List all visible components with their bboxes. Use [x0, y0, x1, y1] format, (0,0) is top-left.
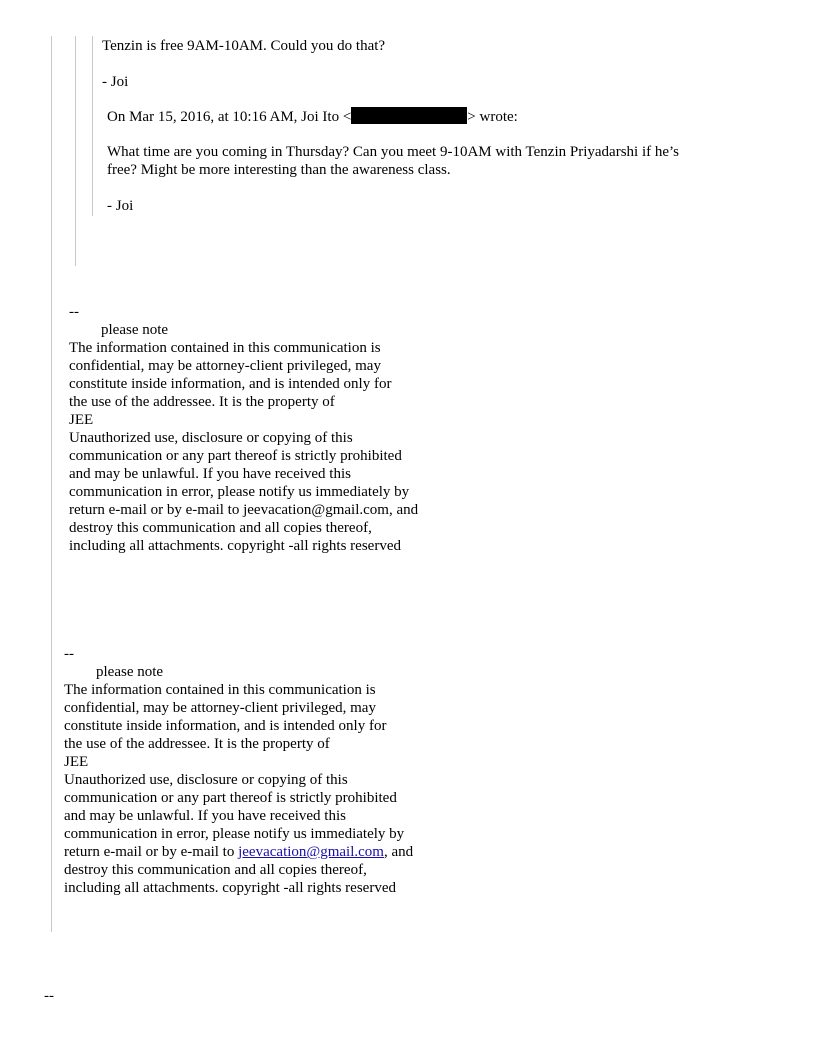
disclaimer-line: constitute inside information, and is intended only for	[64, 718, 387, 734]
signature-separator: --	[69, 304, 79, 320]
disclaimer-email-line	[64, 843, 413, 861]
disclaimer-line: communication or any part thereof is strictly prohibited	[64, 790, 397, 806]
disclaimer-line: return e-mail or by e-mail to jeevacation@gmail.com, and	[69, 502, 419, 518]
quote-bar-middle	[75, 36, 76, 266]
message-line: Tenzin is free 9AM-10AM. Could you do that?	[102, 38, 386, 54]
quote-bar-outer	[51, 36, 52, 932]
disclaimer-line: and may be unlawful. If you have received this	[69, 466, 351, 482]
email-prefix: return e-mail or by e-mail to	[64, 844, 239, 860]
disclaimer-line: The information contained in this communication is	[69, 340, 381, 356]
attribution-line	[107, 107, 518, 126]
disclaimer-line: destroy this communication and all copies thereof,	[64, 862, 367, 878]
disclaimer-line: and may be unlawful. If you have received this	[64, 808, 346, 824]
message-line: What time are you coming in Thursday? Can you meet 9-10AM with Tenzin Priyadarshi if he’s	[107, 144, 680, 160]
disclaimer-line: Unauthorized use, disclosure or copying of this	[69, 430, 353, 446]
signature-separator: --	[44, 988, 54, 1004]
please-note: please note	[96, 664, 164, 680]
disclaimer-line: the use of the addressee. It is the property of	[64, 736, 330, 752]
disclaimer-line: constitute inside information, and is intended only for	[69, 376, 392, 392]
attribution-suffix: > wrote:	[467, 109, 518, 125]
disclaimer-line: The information contained in this communication is	[64, 682, 376, 698]
signature: - Joi	[107, 198, 134, 214]
disclaimer-body	[69, 339, 418, 555]
disclaimer-body	[64, 681, 413, 897]
disclaimer-line: communication in error, please notify us immediately by	[69, 484, 410, 500]
disclaimer-line: including all attachments. copyright -all rights reserved	[64, 880, 396, 896]
email-suffix: , and	[383, 844, 414, 860]
disclaimer-line: Unauthorized use, disclosure or copying of this	[64, 772, 348, 788]
email-link[interactable]: jeevacation@gmail.com	[238, 844, 384, 860]
disclaimer-line: confidential, may be attorney-client privileged, may	[69, 358, 381, 374]
signature-separator: --	[64, 646, 74, 662]
disclaimer-line: communication in error, please notify us immediately by	[64, 826, 405, 842]
attribution-text: On Mar 15, 2016, at 10:16 AM, Joi Ito <	[107, 109, 352, 125]
disclaimer-line: including all attachments. copyright -all rights reserved	[69, 538, 401, 554]
disclaimer-line: communication or any part thereof is strictly prohibited	[69, 448, 402, 464]
disclaimer-line: JEE	[69, 412, 94, 428]
please-note: please note	[101, 322, 169, 338]
disclaimer-line: confidential, may be attorney-client privileged, may	[64, 700, 376, 716]
redaction-block	[351, 107, 467, 124]
message-line: free? Might be more interesting than the awareness class.	[107, 162, 451, 178]
disclaimer-line: destroy this communication and all copies thereof,	[69, 520, 372, 536]
disclaimer-line: JEE	[64, 754, 89, 770]
signature: - Joi	[102, 74, 129, 90]
disclaimer-line: the use of the addressee. It is the property of	[69, 394, 335, 410]
quote-bar-inner	[92, 36, 93, 216]
